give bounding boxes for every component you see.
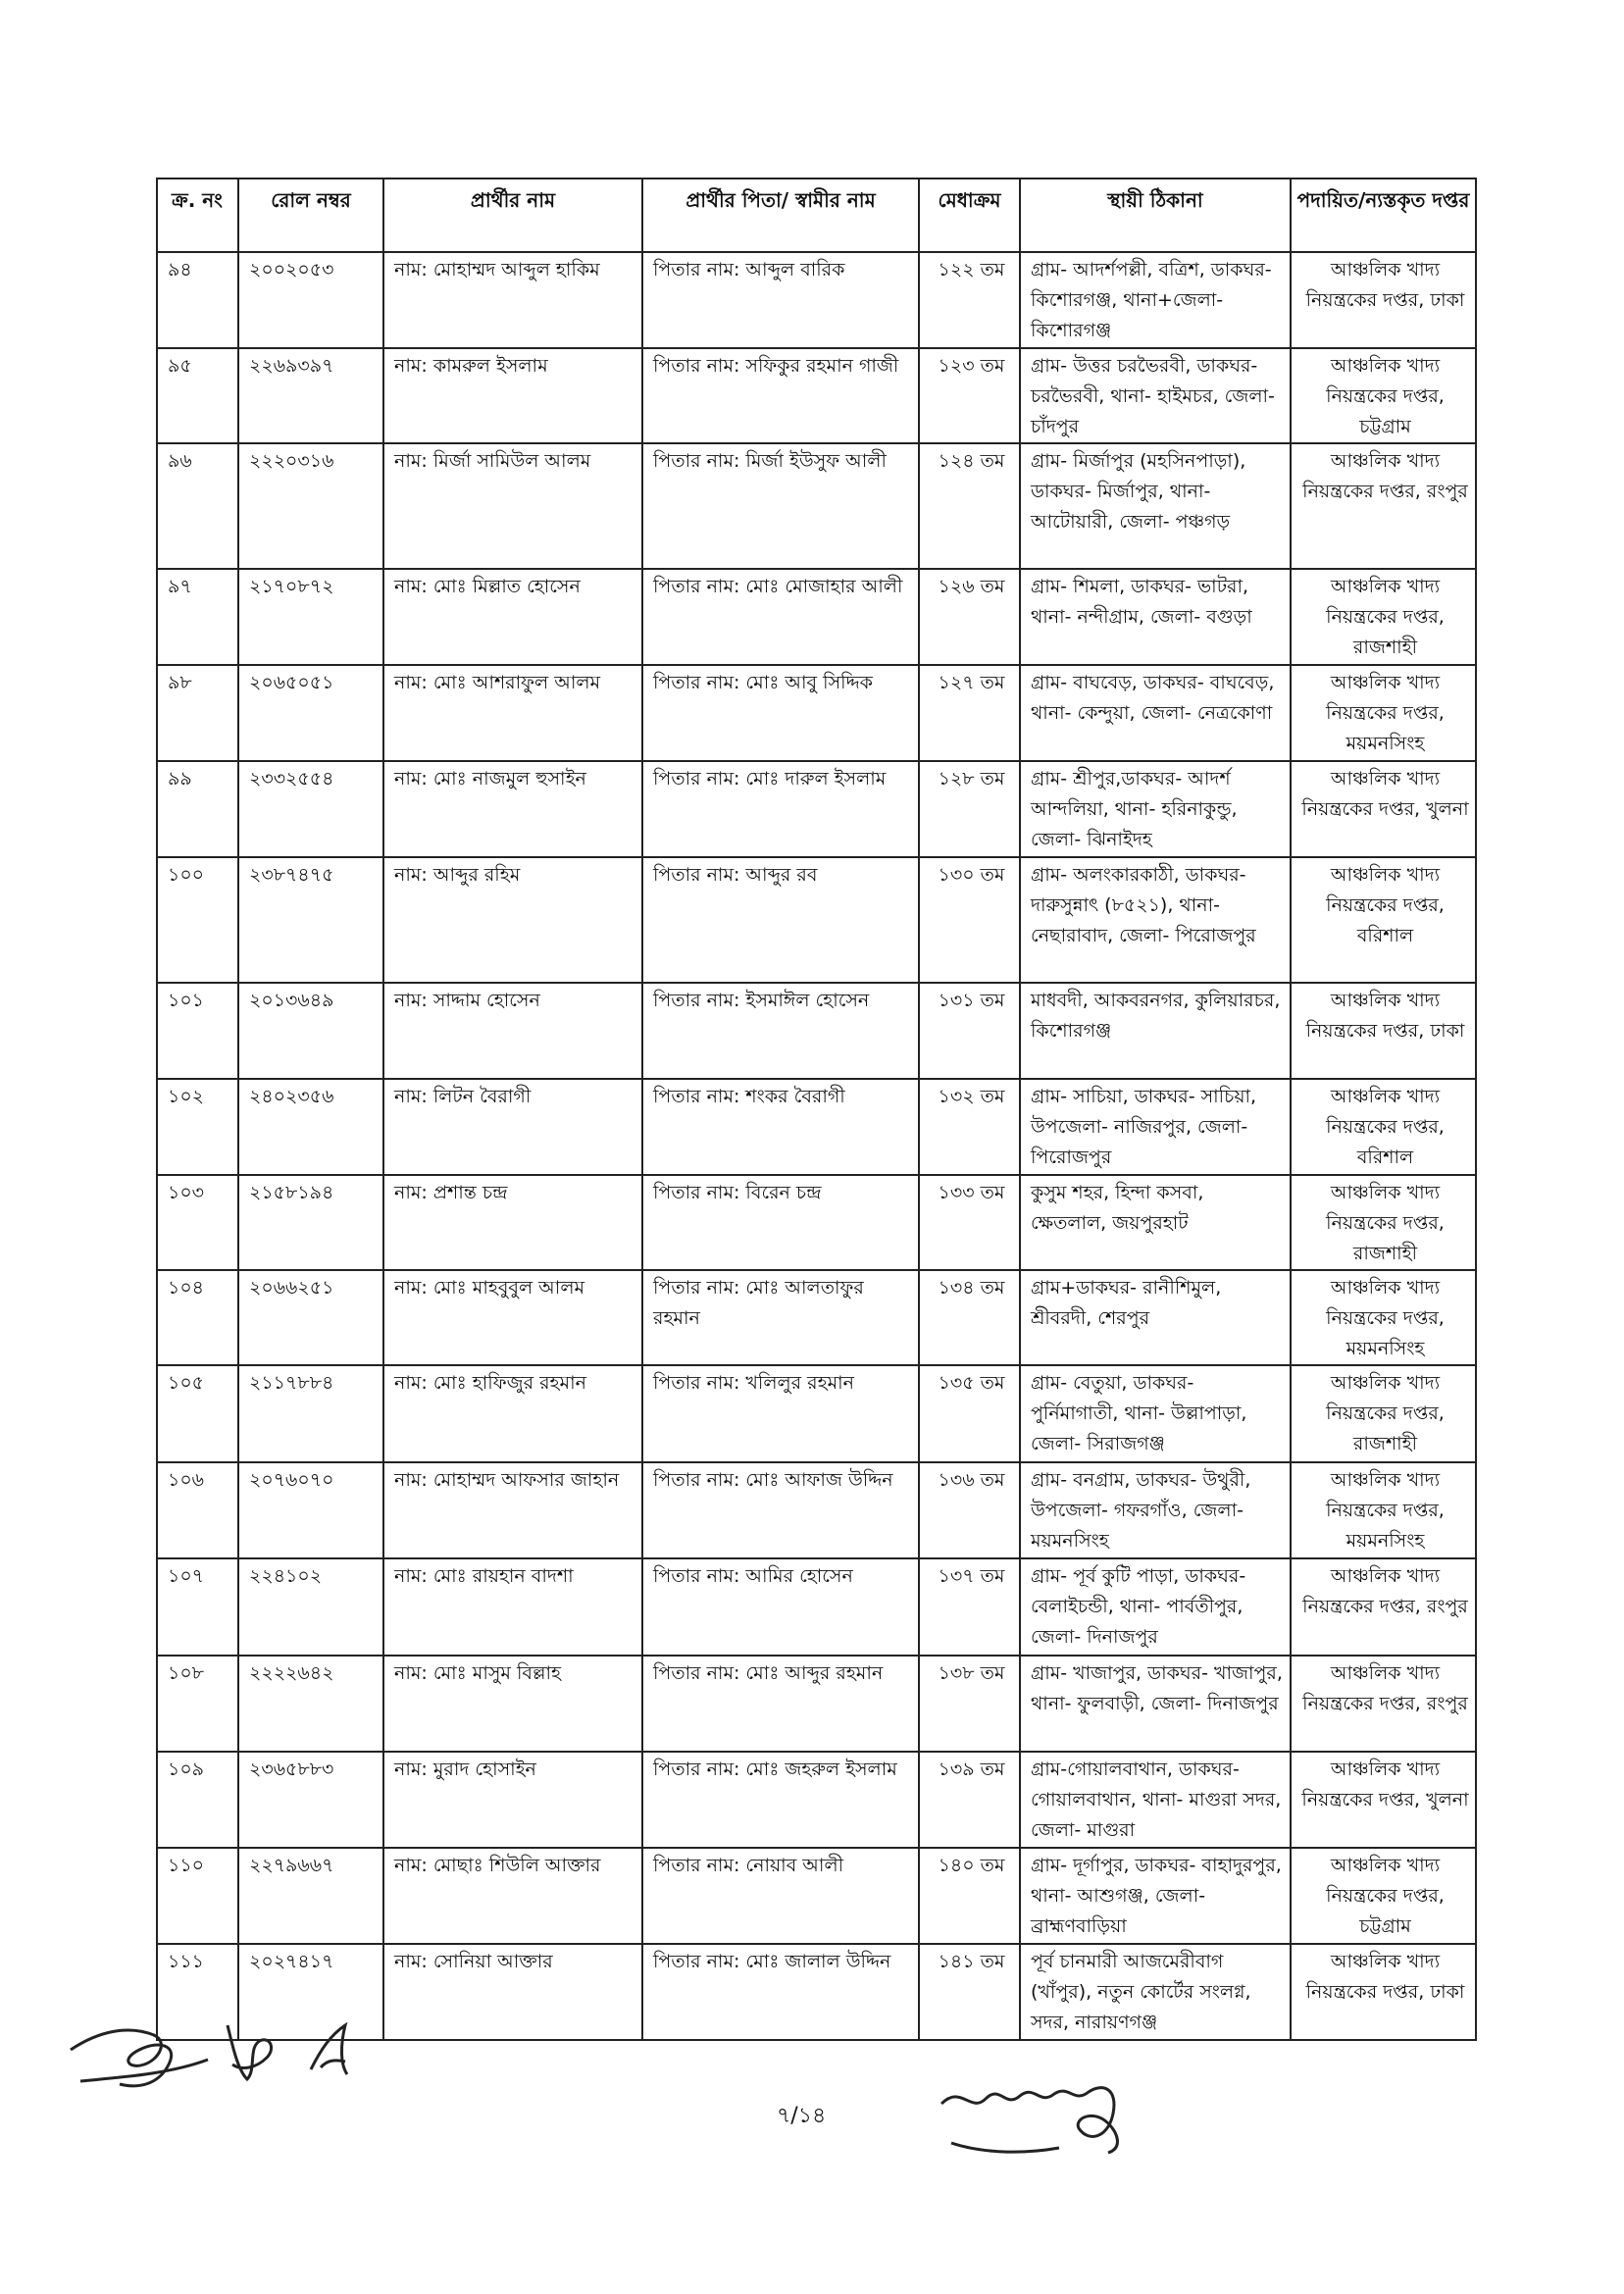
cell-address: গ্রাম- পূর্ব কুটি পাড়া, ডাকঘর- বেলাইচন্ডী, থানা- পার্বতীপুর, জেলা- দিনাজপুর bbox=[1020, 1558, 1291, 1656]
cell-roll: ২১৫৮১৯৪ bbox=[238, 1175, 383, 1270]
cell-merit: ১২২ তম bbox=[919, 252, 1020, 348]
cell-merit: ১২৭ তম bbox=[919, 665, 1020, 761]
cell-sl: ১০৫ bbox=[157, 1365, 238, 1462]
col-header-roll: রোল নম্বর bbox=[238, 178, 383, 252]
cell-merit: ১৩৩ তম bbox=[919, 1175, 1020, 1270]
cell-merit: ১৪০ তম bbox=[919, 1848, 1020, 1944]
cell-address: গ্রাম- শ্রীপুর,ডাকঘর- আদর্শ আন্দলিয়া, থানা- হরিনাকুন্ডু, জেলা- ঝিনাইদহ bbox=[1020, 761, 1291, 857]
cell-name: নাম: প্রশান্ত চন্দ্র bbox=[383, 1175, 642, 1270]
cell-name: নাম: মুরাদ হোসাইন bbox=[383, 1752, 642, 1848]
cell-office: আঞ্চলিক খাদ্য নিয়ন্ত্রকের দপ্তর, ঢাকা bbox=[1291, 983, 1476, 1079]
cell-merit: ১৪১ তম bbox=[919, 1944, 1020, 2040]
cell-roll: ২৩৩২৫৫৪ bbox=[238, 761, 383, 857]
cell-address: গ্রাম- দূর্গাপুর, ডাকঘর- বাহাদুরপুর, থানা- আশুগঞ্জ, জেলা- ব্রাহ্মণবাড়িয়া bbox=[1020, 1848, 1291, 1944]
cell-father: পিতার নাম: মোঃ মোজাহার আলী bbox=[642, 569, 919, 665]
cell-roll: ২০৭৬০৭০ bbox=[238, 1462, 383, 1558]
cell-office: আঞ্চলিক খাদ্য নিয়ন্ত্রকের দপ্তর, ময়মনসিংহ bbox=[1291, 1270, 1476, 1365]
cell-roll: ২৩৬৫৮৮৩ bbox=[238, 1752, 383, 1848]
cell-sl: ৯৭ bbox=[157, 569, 238, 665]
table-body bbox=[157, 252, 1476, 2040]
cell-name: নাম: লিটন বৈরাগী bbox=[383, 1079, 642, 1175]
cell-sl: ১০০ bbox=[157, 857, 238, 983]
cell-roll: ২১৭০৮৭২ bbox=[238, 569, 383, 665]
candidate-table bbox=[156, 178, 1477, 2041]
col-header-merit: মেধাক্রম bbox=[919, 178, 1020, 252]
col-header-father: প্রার্থীর পিতা/ স্বামীর নাম bbox=[642, 178, 919, 252]
cell-merit: ১৩৪ তম bbox=[919, 1270, 1020, 1365]
cell-name: নাম: আব্দুর রহিম bbox=[383, 857, 642, 983]
cell-name: নাম: মোহাম্মদ আফসার জাহান bbox=[383, 1462, 642, 1558]
table-row bbox=[157, 252, 1476, 348]
cell-sl: ১০৯ bbox=[157, 1752, 238, 1848]
cell-office: আঞ্চলিক খাদ্য নিয়ন্ত্রকের দপ্তর, ময়মনসিংহ bbox=[1291, 665, 1476, 761]
table-row bbox=[157, 1079, 1476, 1175]
cell-merit: ১৩৬ তম bbox=[919, 1462, 1020, 1558]
table-header-row bbox=[157, 178, 1476, 252]
cell-office: আঞ্চলিক খাদ্য নিয়ন্ত্রকের দপ্তর, রংপুর bbox=[1291, 1656, 1476, 1752]
cell-address: গ্রাম- শিমলা, ডাকঘর- ভাটরা, থানা- নন্দীগ্রাম, জেলা- বগুড়া bbox=[1020, 569, 1291, 665]
table-row bbox=[157, 348, 1476, 443]
cell-sl: ৯৮ bbox=[157, 665, 238, 761]
table-row bbox=[157, 665, 1476, 761]
cell-name: নাম: মোহাম্মদ আব্দুল হাকিম bbox=[383, 252, 642, 348]
table-row bbox=[157, 857, 1476, 983]
cell-office: আঞ্চলিক খাদ্য নিয়ন্ত্রকের দপ্তর, বরিশাল bbox=[1291, 1079, 1476, 1175]
cell-sl: ৯৫ bbox=[157, 348, 238, 443]
table-row bbox=[157, 1752, 1476, 1848]
cell-name: নাম: কামরুল ইসলাম bbox=[383, 348, 642, 443]
cell-name: নাম: মির্জা সামিউল আলম bbox=[383, 443, 642, 569]
cell-office: আঞ্চলিক খাদ্য নিয়ন্ত্রকের দপ্তর, রাজশাহী bbox=[1291, 1175, 1476, 1270]
table-row bbox=[157, 1848, 1476, 1944]
cell-sl: ৯৬ bbox=[157, 443, 238, 569]
cell-address: মাধবদী, আকবরনগর, কুলিয়ারচর, কিশোরগঞ্জ bbox=[1020, 983, 1291, 1079]
cell-roll: ২৩৮৭৪৭৫ bbox=[238, 857, 383, 983]
cell-office: আঞ্চলিক খাদ্য নিয়ন্ত্রকের দপ্তর, ময়মনসিংহ bbox=[1291, 1462, 1476, 1558]
col-header-name: প্রার্থীর নাম bbox=[383, 178, 642, 252]
table-row bbox=[157, 1175, 1476, 1270]
cell-father: পিতার নাম: আমির হোসেন bbox=[642, 1558, 919, 1656]
cell-name: নাম: মোঃ মিল্লাত হোসেন bbox=[383, 569, 642, 665]
cell-address: গ্রাম- অলংকারকাঠী, ডাকঘর- দারুসুন্নাৎ (৮৫২১), থানা- নেছারাবাদ, জেলা- পিরোজপুর bbox=[1020, 857, 1291, 983]
table-row bbox=[157, 1656, 1476, 1752]
cell-name: নাম: মোঃ রায়হান বাদশা bbox=[383, 1558, 642, 1656]
cell-office: আঞ্চলিক খাদ্য নিয়ন্ত্রকের দপ্তর, চট্টগ্রাম bbox=[1291, 1848, 1476, 1944]
cell-merit: ১৩৫ তম bbox=[919, 1365, 1020, 1462]
cell-office: আঞ্চলিক খাদ্য নিয়ন্ত্রকের দপ্তর, ঢাকা bbox=[1291, 252, 1476, 348]
cell-father: পিতার নাম: মোঃ আব্দুর রহমান bbox=[642, 1656, 919, 1752]
cell-father: পিতার নাম: মোঃ জালাল উদ্দিন bbox=[642, 1944, 919, 2040]
cell-merit: ১২৪ তম bbox=[919, 443, 1020, 569]
cell-merit: ১৩২ তম bbox=[919, 1079, 1020, 1175]
cell-address: গ্রাম- মির্জাপুর (মহসিনপাড়া), ডাকঘর- মির্জাপুর, থানা- আটোয়ারী, জেলা- পঞ্চগড় bbox=[1020, 443, 1291, 569]
table-row bbox=[157, 569, 1476, 665]
cell-office: আঞ্চলিক খাদ্য নিয়ন্ত্রকের দপ্তর, রাজশাহী bbox=[1291, 569, 1476, 665]
cell-father: পিতার নাম: আব্দুল বারিক bbox=[642, 252, 919, 348]
cell-address: গ্রাম- বনগ্রাম, ডাকঘর- উথুরী, উপজেলা- গফরগাঁও, জেলা- ময়মনসিংহ bbox=[1020, 1462, 1291, 1558]
cell-name: নাম: মোঃ হাফিজুর রহমান bbox=[383, 1365, 642, 1462]
recruitment-list bbox=[156, 178, 1475, 2041]
cell-sl: ১০১ bbox=[157, 983, 238, 1079]
cell-address: গ্রাম- উত্তর চরভৈরবী, ডাকঘর- চরভৈরবী, থানা- হাইমচর, জেলা- চাঁদপুর bbox=[1020, 348, 1291, 443]
cell-name: নাম: মোঃ নাজমুল হুসাইন bbox=[383, 761, 642, 857]
cell-name: নাম: মোছাঃ শিউলি আক্তার bbox=[383, 1848, 642, 1944]
cell-sl: ১০৪ bbox=[157, 1270, 238, 1365]
cell-sl: ১০৩ bbox=[157, 1175, 238, 1270]
cell-roll: ২০৬৫০৫১ bbox=[238, 665, 383, 761]
cell-address: গ্রাম- বাঘবেড়, ডাকঘর- বাঘবেড়, থানা- কেন্দুয়া, জেলা- নেত্রকোণা bbox=[1020, 665, 1291, 761]
cell-merit: ১২৩ তম bbox=[919, 348, 1020, 443]
cell-father: পিতার নাম: মোঃ আলতাফুর রহমান bbox=[642, 1270, 919, 1365]
cell-father: পিতার নাম: মোঃ দারুল ইসলাম bbox=[642, 761, 919, 857]
cell-address: গ্রাম- সাচিয়া, ডাকঘর- সাচিয়া, উপজেলা- নাজিরপুর, জেলা- পিরোজপুর bbox=[1020, 1079, 1291, 1175]
cell-address: পূর্ব চানমারী আজমেরীবাগ (খাঁপুর), নতুন কোর্টের সংলগ্ন, সদর, নারায়ণগঞ্জ bbox=[1020, 1944, 1291, 2040]
cell-merit: ১২৬ তম bbox=[919, 569, 1020, 665]
cell-address: গ্রাম- খাজাপুর, ডাকঘর- খাজাপুর, থানা- ফুলবাড়ী, জেলা- দিনাজপুর bbox=[1020, 1656, 1291, 1752]
cell-father: পিতার নাম: মোঃ আফাজ উদ্দিন bbox=[642, 1462, 919, 1558]
table-row bbox=[157, 1558, 1476, 1656]
col-header-address: স্থায়ী ঠিকানা bbox=[1020, 178, 1291, 252]
cell-office: আঞ্চলিক খাদ্য নিয়ন্ত্রকের দপ্তর, রাজশাহী bbox=[1291, 1365, 1476, 1462]
table-row bbox=[157, 1462, 1476, 1558]
table-row bbox=[157, 443, 1476, 569]
cell-father: পিতার নাম: মোঃ জহরুল ইসলাম bbox=[642, 1752, 919, 1848]
cell-office: আঞ্চলিক খাদ্য নিয়ন্ত্রকের দপ্তর, রংপুর bbox=[1291, 443, 1476, 569]
cell-father: পিতার নাম: মোঃ আবু সিদ্দিক bbox=[642, 665, 919, 761]
cell-roll: ২১১৭৮৮৪ bbox=[238, 1365, 383, 1462]
cell-merit: ১৩৮ তম bbox=[919, 1656, 1020, 1752]
table-row bbox=[157, 1270, 1476, 1365]
cell-name: নাম: মোঃ আশরাফুল আলম bbox=[383, 665, 642, 761]
cell-address: গ্রাম+ডাকঘর- রানীশিমুল, শ্রীবরদী, শেরপুর bbox=[1020, 1270, 1291, 1365]
cell-merit: ১৩১ তম bbox=[919, 983, 1020, 1079]
cell-merit: ১২৮ তম bbox=[919, 761, 1020, 857]
cell-office: আঞ্চলিক খাদ্য নিয়ন্ত্রকের দপ্তর, চট্টগ্রাম bbox=[1291, 348, 1476, 443]
table-row bbox=[157, 761, 1476, 857]
cell-roll: ২২৬৯৩৯৭ bbox=[238, 348, 383, 443]
cell-office: আঞ্চলিক খাদ্য নিয়ন্ত্রকের দপ্তর, বরিশাল bbox=[1291, 857, 1476, 983]
cell-sl: ১০৬ bbox=[157, 1462, 238, 1558]
cell-office: আঞ্চলিক খাদ্য নিয়ন্ত্রকের দপ্তর, খুলনা bbox=[1291, 1752, 1476, 1848]
cell-sl: ১১১ bbox=[157, 1944, 238, 2040]
cell-address: গ্রাম- বেতুয়া, ডাকঘর- পুর্নিমাগাতী, থানা- উল্লাপাড়া, জেলা- সিরাজগঞ্জ bbox=[1020, 1365, 1291, 1462]
cell-address: গ্রাম- আদর্শপল্লী, বত্রিশ, ডাকঘর- কিশোরগঞ্জ, থানা+জেলা- কিশোরগঞ্জ bbox=[1020, 252, 1291, 348]
cell-father: পিতার নাম: নোয়াব আলী bbox=[642, 1848, 919, 1944]
cell-sl: ৯৯ bbox=[157, 761, 238, 857]
cell-father: পিতার নাম: আব্দুর রব bbox=[642, 857, 919, 983]
cell-address: গ্রাম-গোয়ালবাথান, ডাকঘর- গোয়ালবাথান, থানা- মাগুরা সদর, জেলা- মাগুরা bbox=[1020, 1752, 1291, 1848]
cell-father: পিতার নাম: শংকর বৈরাগী bbox=[642, 1079, 919, 1175]
cell-roll: ২২৪১০২ bbox=[238, 1558, 383, 1656]
cell-father: পিতার নাম: বিরেন চন্দ্র bbox=[642, 1175, 919, 1270]
signature-right bbox=[912, 2045, 1167, 2172]
cell-father: পিতার নাম: খলিলুর রহমান bbox=[642, 1365, 919, 1462]
table-row bbox=[157, 1365, 1476, 1462]
cell-roll: ২২২০৩১৬ bbox=[238, 443, 383, 569]
page-number: ৭/১৪ bbox=[777, 2104, 827, 2128]
cell-address: কুসুম শহর, হিন্দা কসবা, ক্ষেতলাল, জয়পুরহাট bbox=[1020, 1175, 1291, 1270]
cell-merit: ১৩৯ তম bbox=[919, 1752, 1020, 1848]
cell-sl: ১০৮ bbox=[157, 1656, 238, 1752]
cell-roll: ২৪০২৩৫৬ bbox=[238, 1079, 383, 1175]
cell-office: আঞ্চলিক খাদ্য নিয়ন্ত্রকের দপ্তর, রংপুর bbox=[1291, 1558, 1476, 1656]
cell-roll: ২০২৭৪১৭ bbox=[238, 1944, 383, 2040]
cell-sl: ১০২ bbox=[157, 1079, 238, 1175]
signature-left bbox=[61, 1991, 414, 2099]
table-row bbox=[157, 983, 1476, 1079]
cell-sl: ৯৪ bbox=[157, 252, 238, 348]
cell-name: নাম: মোঃ মাহবুবুল আলম bbox=[383, 1270, 642, 1365]
cell-father: পিতার নাম: ইসমাঈল হোসেন bbox=[642, 983, 919, 1079]
cell-sl: ১১০ bbox=[157, 1848, 238, 1944]
cell-roll: ২০৬৬২৫১ bbox=[238, 1270, 383, 1365]
cell-roll: ২২২২৬৪২ bbox=[238, 1656, 383, 1752]
cell-sl: ১০৭ bbox=[157, 1558, 238, 1656]
cell-office: আঞ্চলিক খাদ্য নিয়ন্ত্রকের দপ্তর, খুলনা bbox=[1291, 761, 1476, 857]
col-header-office: পদায়িত/ন্যস্তকৃত দপ্তর bbox=[1291, 178, 1476, 252]
cell-merit: ১৩০ তম bbox=[919, 857, 1020, 983]
col-header-sl: ক্র. নং bbox=[157, 178, 238, 252]
cell-father: পিতার নাম: মির্জা ইউসুফ আলী bbox=[642, 443, 919, 569]
cell-name: নাম: সাদ্দাম হোসেন bbox=[383, 983, 642, 1079]
cell-roll: ২২৭৯৬৬৭ bbox=[238, 1848, 383, 1944]
cell-roll: ২০১৩৬৪৯ bbox=[238, 983, 383, 1079]
cell-name: নাম: সোনিয়া আক্তার bbox=[383, 1944, 642, 2040]
cell-name: নাম: মোঃ মাসুম বিল্লাহ bbox=[383, 1656, 642, 1752]
cell-father: পিতার নাম: সফিকুর রহমান গাজী bbox=[642, 348, 919, 443]
cell-roll: ২০০২০৫৩ bbox=[238, 252, 383, 348]
cell-merit: ১৩৭ তম bbox=[919, 1558, 1020, 1656]
cell-office: আঞ্চলিক খাদ্য নিয়ন্ত্রকের দপ্তর, ঢাকা bbox=[1291, 1944, 1476, 2040]
